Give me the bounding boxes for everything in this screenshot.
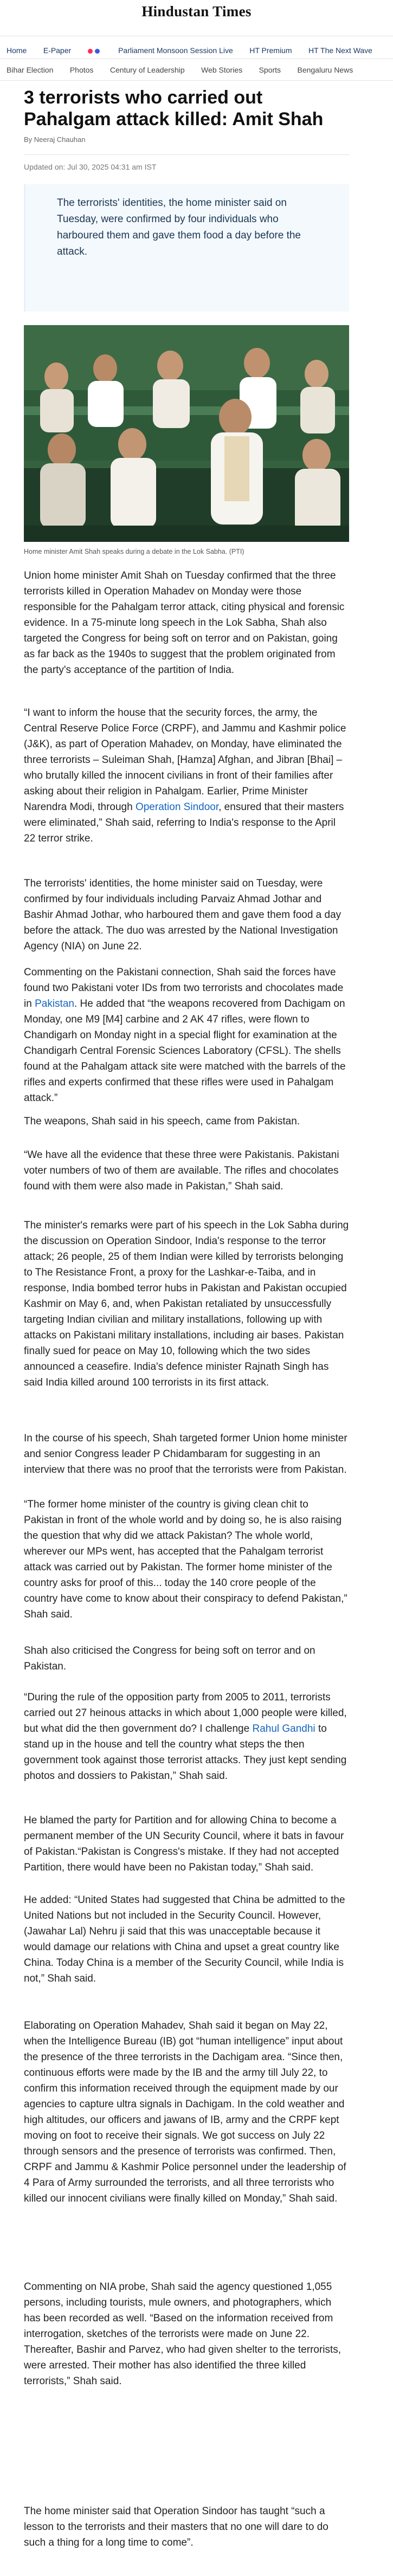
article-paragraph: The weapons, Shah said in his speech, came from Pakistan. xyxy=(24,1116,300,1127)
article-paragraph: “During the rule of the opposition party from 2005 to 2011, terrorists carried out 27 heinous attacks in which about 1,000 people were killed, but what did the then government do? I challenge Rahul Gandhi to stand up in the house and tell the country what steps the then government took against those terrorist attacks. They just kept sending photos and dossiers to Pakistan,” Shah said. xyxy=(24,1692,347,1782)
subnav-divider xyxy=(0,80,393,81)
article-paragraph: The terrorists' identities, the home minister said on Tuesday, were confirmed by four individuals including Parvaiz Ahmad Jothar and Bashir Ahmad Jothar, who harboured them and gave them food a day before the attack. The duo was arrested by the National Investigation Agency (NIA) on June 22. xyxy=(24,878,342,952)
nav-century-of-leadership[interactable]: Century of Leadership xyxy=(109,66,185,74)
nav-ht-premium[interactable]: HT Premium xyxy=(249,46,292,55)
site-logo[interactable]: Hindustan Times xyxy=(141,3,252,20)
article-summary: The terrorists' identities, the home minister said on Tuesday, were confirmed by four individuals who harboured them and gave them food a day before the attack. xyxy=(57,197,301,257)
article-title: 3 terrorists who carried out Pahalgam attack killed: Amit Shah xyxy=(24,87,324,130)
nav-bengaluru-news[interactable]: Bengaluru News xyxy=(297,66,353,74)
article-paragraph: Union home minister Amit Shah on Tuesday confirmed that the three terrorists killed in Operation Mahadev on Monday were those responsible for the Pahalgam terror attack, citing physical and forensic evidence. In a 75-minute long speech in the Lok Sabha, Shah also targeted the Congress for being soft on terror and on Pakistan, going as far back as the 1940s to suggest that the problem originated from the party's acceptance of the partition of India. xyxy=(24,570,345,676)
article-updated: Updated on: Jul 30, 2025 04:31 am IST xyxy=(24,163,157,171)
photo-caption: Home minister Amit Shah speaks during a debate in the Lok Sabha. (PTI) xyxy=(24,548,244,555)
article-paragraph: “We have all the evidence that these three were Pakistanis. Pakistani voter numbers of two of them are available. The rifles and chocolates found with them were also made in Pakistan,” Shah said. xyxy=(24,1149,339,1192)
article-paragraph: He added: “United States had suggested that China be admitted to the United Nations but not included in the Security Council. However, (Jawahar Lal) Nehru ji said that this was unacceptable because it would damage our relations with China and upset a great country like China. Today China is a member of the Security Council, while India is not,” Shah said. xyxy=(24,1894,345,1984)
inline-link-pakistan[interactable]: Pakistan xyxy=(35,998,74,1009)
article-paragraph: He blamed the party for Partition and for allowing China to become a permanent member of the UN Security Council, where it bats in favour of Pakistan.“Pakistan is Congress's mistake. If they had not accepted Partition, there would have been no Pakistan today,” Shah said. xyxy=(24,1815,344,1873)
article-paragraph: Shah also criticised the Congress for being soft on terror and on Pakistan. xyxy=(24,1645,315,1672)
article-photo[interactable] xyxy=(24,325,349,542)
article-paragraph: In the course of his speech, Shah targeted former Union home minister and senior Congress leader P Chidambaram for suggesting in an interview that there was no proof that the terrorists were from Pakistan. xyxy=(24,1433,347,1475)
inline-link-rahul-gandhi[interactable]: Rahul Gandhi xyxy=(252,1723,315,1734)
masthead xyxy=(0,0,393,33)
cricket-ball-icon xyxy=(95,49,100,54)
article-byline[interactable]: By Neeraj Chauhan xyxy=(24,135,86,144)
nav-home[interactable]: Home xyxy=(7,46,27,55)
article-paragraph: Commenting on the Pakistani connection, Shah said the forces have found two Pakistani voter IDs from two terrorists and chocolates made in Pakistan. He added that “the weapons recovered from Dachigam on Monday, one M9 [M4] carbine and 2 AK 47 rifles, were flown to Chandigarh on Monday night in a special flight for examination at the Chandigarh Central Forensic Sciences Laboratory (CFSL). The shells found at the Pahalgam attack site were matched with the barrels of the rifles and experts confirmed that these rifles were used in Pahalgam attack.” xyxy=(24,967,346,1104)
nav-sports[interactable]: Sports xyxy=(259,66,281,74)
nav-photos[interactable]: Photos xyxy=(69,66,94,74)
nav-epaper[interactable]: E-Paper xyxy=(43,46,72,55)
article-paragraph: Elaborating on Operation Mahadev, Shah said it began on May 22, when the Intelligence Bureau (IB) got “human intelligence” input about the presence of the three terrorists in the Dachigam area. “Since then, continuous efforts were made by the IB and the army till July 22, to confirm this information received through the equipment made by our agencies to capture ultra signals in Dachigam. In the cold weather and high altitudes, our officers and jawans of IB, army and the CRPF kept moving on foot to receive their signals. We got success on July 22 through sensors and the presence of terrorists was confirmed. Then, CRPF and Jammu & Kashmir Police personnel under the leadership of 4 Para of Army surrounded the terrorists, and all three terrorists who killed our innocent civilians were finally killed on Monday,” Shah said. xyxy=(24,2020,346,2204)
byline-divider xyxy=(24,154,349,155)
article-paragraph xyxy=(24,705,349,846)
nav-bihar-election[interactable]: Bihar Election xyxy=(7,66,54,74)
nav-parliament[interactable]: Parliament Monsoon Session Live xyxy=(118,46,233,55)
primary-nav xyxy=(0,43,393,57)
nav-cricket[interactable] xyxy=(88,43,102,57)
live-dot-icon xyxy=(88,49,93,54)
nav-next-wave[interactable]: HT The Next Wave xyxy=(308,46,372,55)
article-paragraph: The minister's remarks were part of his speech in the Lok Sabha during the discussion on Operation Sindoor, India's response to the terror attack; 26 people, 25 of them Indian were killed by terrorists belonging to The Resistance Front, a proxy for the Lashkar-e-Taiba, and in response, India bombed terror hubs in Pakistan and Pakistan occupied Kashmir on May 6, and, when Pakistan retaliated by unsuccessfully targeting Indian civilian and military installations, following up with attacks on Pakistani military installations, including air bases. Pakistan finally sued for peace on May 10, following which the two sides announced a ceasefire. India's defence minister Rajnath Singh has said India killed around 100 terrorists in its first attack. xyxy=(24,1220,349,1388)
inline-link-operation-sindoor[interactable]: Operation Sindoor xyxy=(135,801,219,813)
article-paragraph: Commenting on NIA probe, Shah said the agency questioned 1,055 persons, including tourists, mule owners, and photographers, which has been recorded as well. “Based on the information received from interrogation, sketches of the terrorists were made on June 22. Thereafter, Bashir and Parvez, who had given shelter to the terrorists, were arrested. Their mother has also identified the three killed terrorists,” Shah said. xyxy=(24,2281,342,2387)
article-paragraph: “The former home minister of the country is giving clean chit to Pakistan in front of the whole world and by doing so, he is also raising the question that why did we attack Pakistan? The whole world, wherever our MPs went, has accepted that the Pahalgam terrorist attack was carried out by Pakistan. The former home minister of the country asks for proof of this... today the 140 crore people of the country have come to know about their conspiracy to defend Pakistan,” Shah said. xyxy=(24,1499,347,1620)
nav-web-stories[interactable]: Web Stories xyxy=(201,66,243,74)
secondary-nav xyxy=(0,63,393,77)
paragraph-text: “I want to inform the house that the security forces, the army, the Central Reserve Police Force (CRPF), and Jammu and Kashmir police (J&K), as part of Operation Mahadev, on Monday, have eliminated the three terrorists – Suleiman Shah, [Hamza] Afghan, and Jibran [Bhai] – who brutally killed the innocent civilians in front of their families after asking about their religion in Pahalgam. Earlier, Prime Minister Narendra Modi, through Operation Sindoor, ensured that their masters were eliminated,” Shah said, referring to India's response to the April 22 terror strike. xyxy=(24,707,346,844)
article-summary-box xyxy=(24,184,349,312)
article-paragraph: The home minister said that Operation Sindoor has taught “such a lesson to the terrorists and their masters that no one will dare to do such a thing for a long time to come”. xyxy=(24,2506,328,2548)
article-header xyxy=(24,87,349,130)
